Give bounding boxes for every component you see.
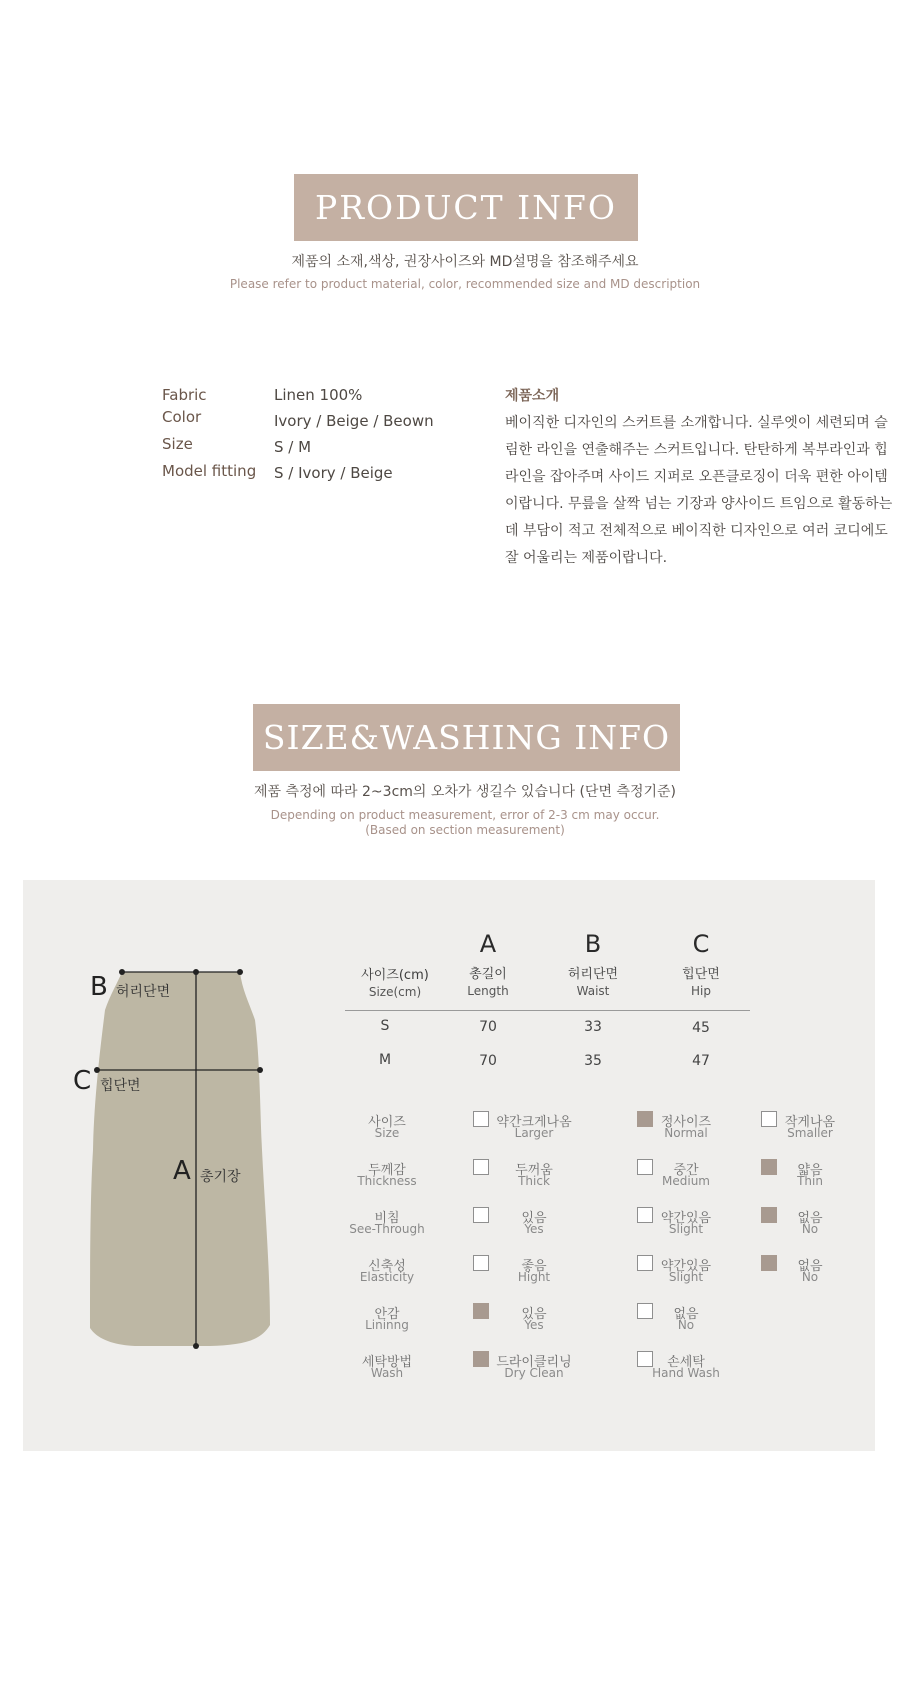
attr-label-lining-kr: 안감: [374, 1307, 400, 1322]
spec-label-fabric: Fabric: [162, 386, 207, 404]
option-size-normal-en: Normal: [664, 1126, 708, 1140]
intro-text: 베이직한 디자인의 스커트를 소개합니다. 실루엣이 세련되며 슬림한 라인을 연출해주는 스커트입니다. 탄탄하게 복부라인과 힙라인을 잡아주며 사이드 지퍼로 오픈클로징이 더욱 편한 아이템이랍니다. 무릎을 살짝 넘는 기장과 양사이드 트임으로 활동하는데 부담이 적고 전체적으로 베이직한 디자인으로 여러 코디에도 잘 어울리는 제품이랍니다.: [505, 415, 893, 566]
size-table-corner-en: Size(cm): [368, 985, 422, 999]
option-size-smaller-kr: 작게나옴: [784, 1115, 836, 1130]
option-lining-yes-kr: 있음: [521, 1307, 547, 1322]
option-thickness-medium-en: Medium: [662, 1174, 710, 1188]
option-thickness-thick-kr: 두꺼움: [515, 1163, 553, 1178]
spec-value-color: Ivory / Beige / Beown: [274, 412, 434, 430]
attr-label-elasticity-kr: 신축성: [368, 1259, 406, 1274]
option-elasticity-slight-en: Slight: [668, 1270, 704, 1284]
attr-label-thickness-kr: 두께감: [368, 1163, 406, 1178]
product-info-subtitle-kr: 제품의 소재,색상, 권장사이즈와 MD설명을 참조해주세요: [291, 254, 639, 270]
spec-value-size: S / M: [274, 438, 312, 456]
row-size-s: S: [380, 1018, 390, 1034]
option-thickness-thin-kr: 얇음: [797, 1163, 823, 1178]
intro-title: 제품소개: [505, 388, 560, 404]
diagram-label-waist: 허리단면: [116, 984, 171, 1000]
option-elasticity-hight-kr: 좋음: [521, 1259, 547, 1274]
col-header-hip-en: Hip: [691, 984, 711, 998]
size-info-subtitle-en-1: Depending on product measurement, error of 2-3 cm may occur.: [270, 808, 660, 822]
col-header-length-en: Length: [467, 984, 509, 998]
size-info-subtitle-en-2: (Based on section measurement): [365, 823, 565, 837]
spec-label-color: Color: [162, 408, 202, 426]
diagram-label-length: 총기장: [200, 1169, 241, 1185]
attr-label-size-en: Size: [374, 1126, 400, 1140]
option-see-through-no-kr: 없음: [797, 1211, 823, 1226]
attr-label-see-through-en: See-Through: [349, 1222, 425, 1236]
spec-label-model-fitting: Model fitting: [162, 462, 257, 480]
cell-s-hip: 45: [692, 1020, 710, 1036]
diagram-letter-c: C: [73, 1066, 92, 1096]
option-elasticity-hight-en: Hight: [517, 1270, 551, 1284]
option-see-through-slight-kr: 약간있음: [660, 1211, 712, 1226]
cell-s-length: 70: [479, 1019, 497, 1035]
option-see-through-slight-en: Slight: [668, 1222, 704, 1236]
attr-label-wash-kr: 세탁방법: [361, 1355, 413, 1370]
attr-label-elasticity-en: Elasticity: [359, 1270, 415, 1284]
option-thickness-thin-en: Thin: [797, 1174, 823, 1188]
diagram-letter-b: B: [90, 972, 108, 1002]
cell-m-waist: 35: [584, 1053, 602, 1069]
col-header-hip-kr: 힙단면: [682, 967, 720, 982]
col-letter-c: C: [692, 930, 710, 958]
size-table-divider: [345, 1010, 750, 1011]
option-lining-no-kr: 없음: [673, 1307, 699, 1322]
option-wash-hand-wash-en: Hand Wash: [652, 1366, 720, 1380]
attr-label-size-kr: 사이즈: [368, 1115, 406, 1130]
attr-label-see-through-kr: 비침: [374, 1211, 400, 1226]
attr-label-lining-en: Lininng: [365, 1318, 409, 1332]
option-size-normal-kr: 정사이즈: [660, 1115, 712, 1130]
spec-label-size: Size: [162, 435, 193, 453]
option-see-through-yes-kr: 있음: [521, 1211, 547, 1226]
cell-m-length: 70: [479, 1053, 497, 1069]
product-info-subtitle-en: Please refer to product material, color, recommended size and MD description: [229, 277, 701, 291]
product-info-banner: PRODUCT INFO: [294, 174, 638, 241]
option-lining-yes-en: Yes: [524, 1318, 544, 1332]
col-letter-a: A: [479, 930, 497, 958]
spec-value-fabric: Linen 100%: [274, 386, 363, 404]
option-size-smaller-en: Smaller: [787, 1126, 833, 1140]
option-wash-dry-clean-en: Dry Clean: [504, 1366, 564, 1380]
attr-label-thickness-en: Thickness: [357, 1174, 417, 1188]
option-thickness-medium-kr: 중간: [673, 1163, 699, 1178]
size-info-subtitle-kr: 제품 측정에 따라 2~3cm의 오차가 생길수 있습니다 (단면 측정기준): [254, 784, 676, 800]
col-letter-b: B: [584, 930, 602, 958]
option-size-larger-kr: 약간크게나옴: [496, 1115, 572, 1130]
size-table-corner-kr: 사이즈(cm): [361, 968, 429, 983]
diagram-letter-a: A: [173, 1156, 191, 1186]
col-header-waist-en: Waist: [576, 984, 610, 998]
option-elasticity-no-kr: 없음: [797, 1259, 823, 1274]
skirt-diagram: [60, 950, 320, 1360]
option-lining-no-en: No: [677, 1318, 695, 1332]
col-header-waist-kr: 허리단면: [567, 967, 619, 982]
cell-s-waist: 33: [584, 1019, 602, 1035]
option-wash-hand-wash-kr: 손세탁: [667, 1355, 705, 1370]
option-elasticity-slight-kr: 약간있음: [660, 1259, 712, 1274]
size-washing-banner: SIZE&WASHING INFO: [253, 704, 680, 771]
option-see-through-yes-en: Yes: [524, 1222, 544, 1236]
option-wash-dry-clean-kr: 드라이클리닝: [496, 1355, 572, 1370]
spec-value-model-fitting: S / Ivory / Beige: [274, 464, 393, 482]
option-see-through-no-en: No: [801, 1222, 819, 1236]
col-header-length-kr: 총길이: [469, 967, 507, 982]
option-elasticity-no-en: No: [801, 1270, 819, 1284]
option-thickness-thick-en: Thick: [518, 1174, 550, 1188]
option-size-larger-en: Larger: [514, 1126, 554, 1140]
row-size-m: M: [378, 1052, 392, 1068]
attr-label-wash-en: Wash: [370, 1366, 404, 1380]
cell-m-hip: 47: [692, 1053, 710, 1069]
diagram-label-hip: 힙단면: [100, 1078, 141, 1094]
